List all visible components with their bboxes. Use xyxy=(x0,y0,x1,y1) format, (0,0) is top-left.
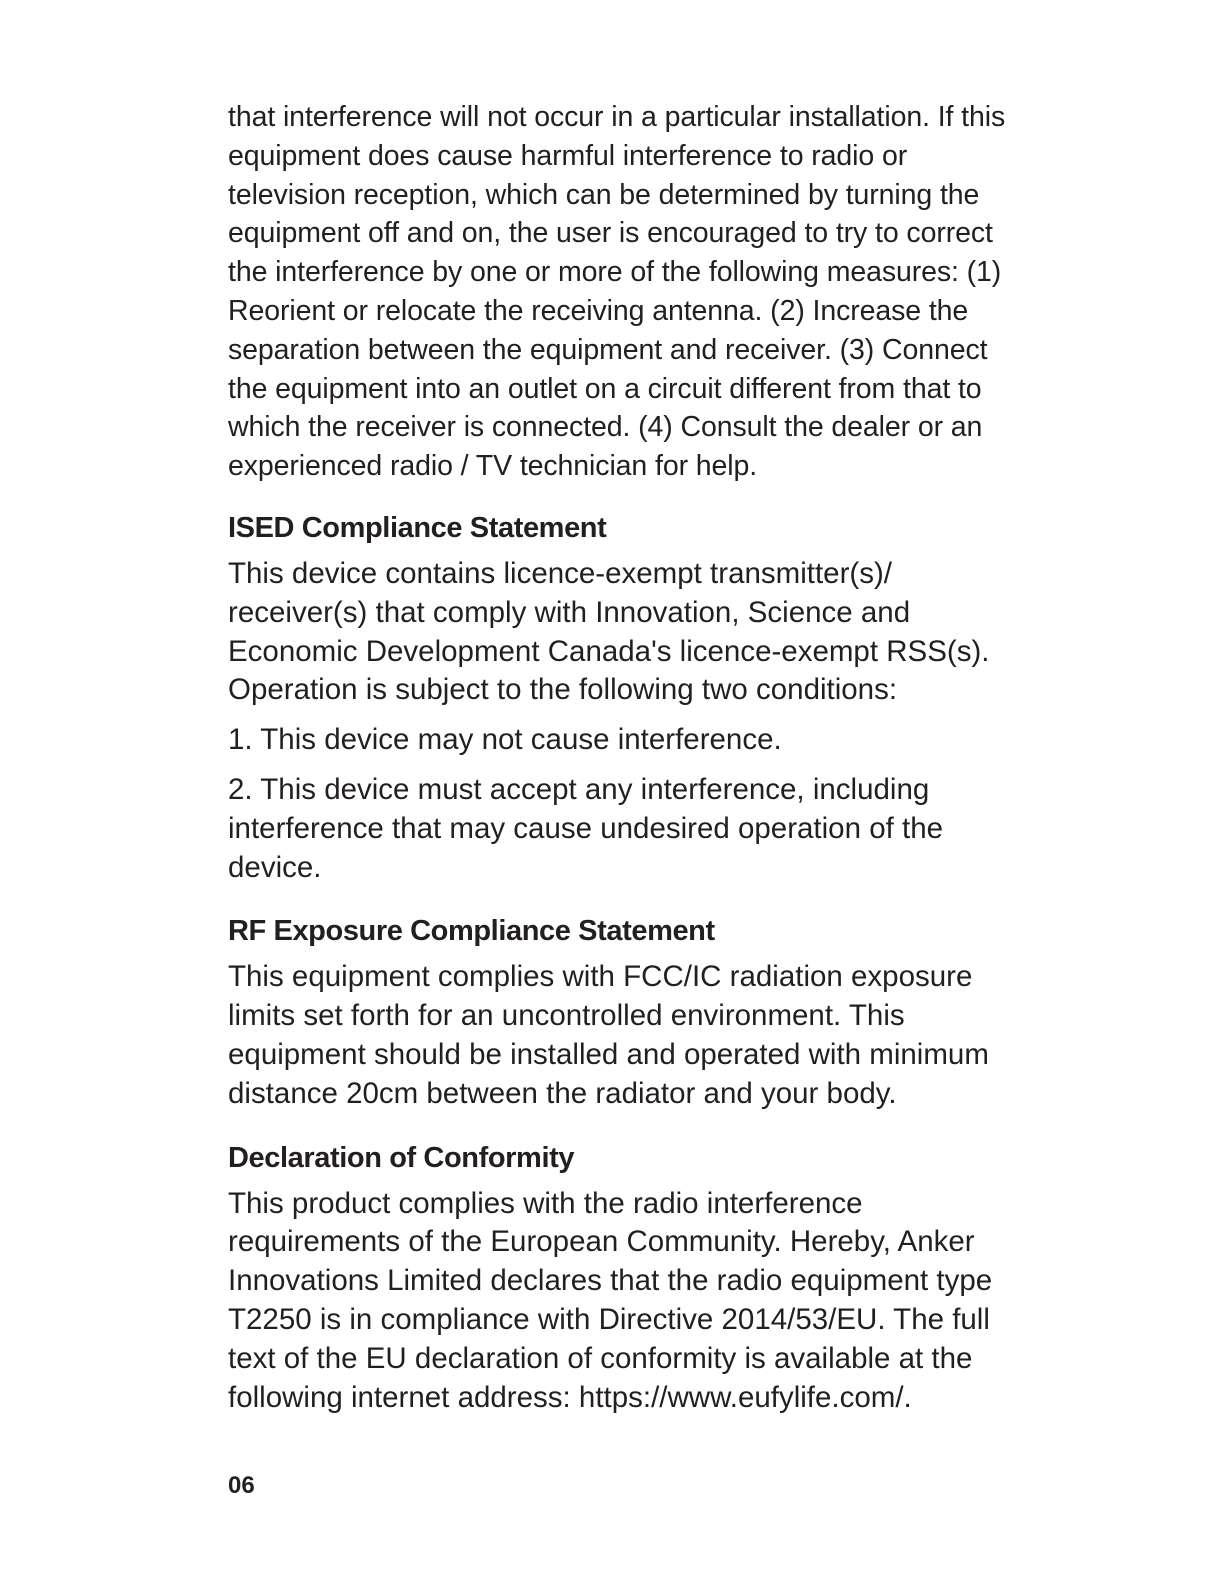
rf-exposure-heading: RF Exposure Compliance Statement xyxy=(228,915,715,948)
ised-condition-2: 2. This device must accept any interference, including interference that may cause undesired operation of the device. xyxy=(228,772,944,884)
declaration-body: This product complies with the radio interference requirements of the European Community. Hereby, Anker Innovations Limited declares that the radio equipment type T2250 is in compliance with Directive 2014/53/EU. The full text of the EU declaration of conformity is available at the following internet address: https://www.eufylife.com/. xyxy=(228,1186,993,1414)
declaration-section xyxy=(228,1139,1018,1418)
intro-paragraph: that interference will not occur in a particular installation. If this equipment does cause harmful interference to radio or television reception, which can be determined by turning the equipment off and on, the user is encouraged to try to correct the interference by one or more of the following measures: (1) Reorient or relocate the receiving antenna. (2) Increase the separation between the equipment and receiver. (3) Connect the equipment into an outlet on a circuit different from that to which the receiver is connected. (4) Consult the dealer or an experienced radio / TV technician for help. xyxy=(228,101,1006,483)
ised-section xyxy=(228,509,1018,887)
declaration-heading: Declaration of Conformity xyxy=(228,1141,575,1174)
ised-condition-1: 1. This device may not cause interference. xyxy=(228,723,782,757)
ised-body: This device contains licence-exempt transmitter(s)/ receiver(s) that comply with Innovation, Science and Economic Development Canada's licence-exempt RSS(s). Operation is subject to the following two conditions: xyxy=(228,556,990,707)
page-number: 06 xyxy=(228,1472,255,1499)
ised-heading: ISED Compliance Statement xyxy=(228,511,607,544)
rf-exposure-body: This equipment complies with FCC/IC radiation exposure limits set forth for an uncontrolled environment. This equipment should be installed and operated with minimum distance 20cm between the radiator and your body. xyxy=(228,960,989,1110)
document-page xyxy=(228,98,1018,1417)
rf-exposure-section xyxy=(228,912,1018,1113)
